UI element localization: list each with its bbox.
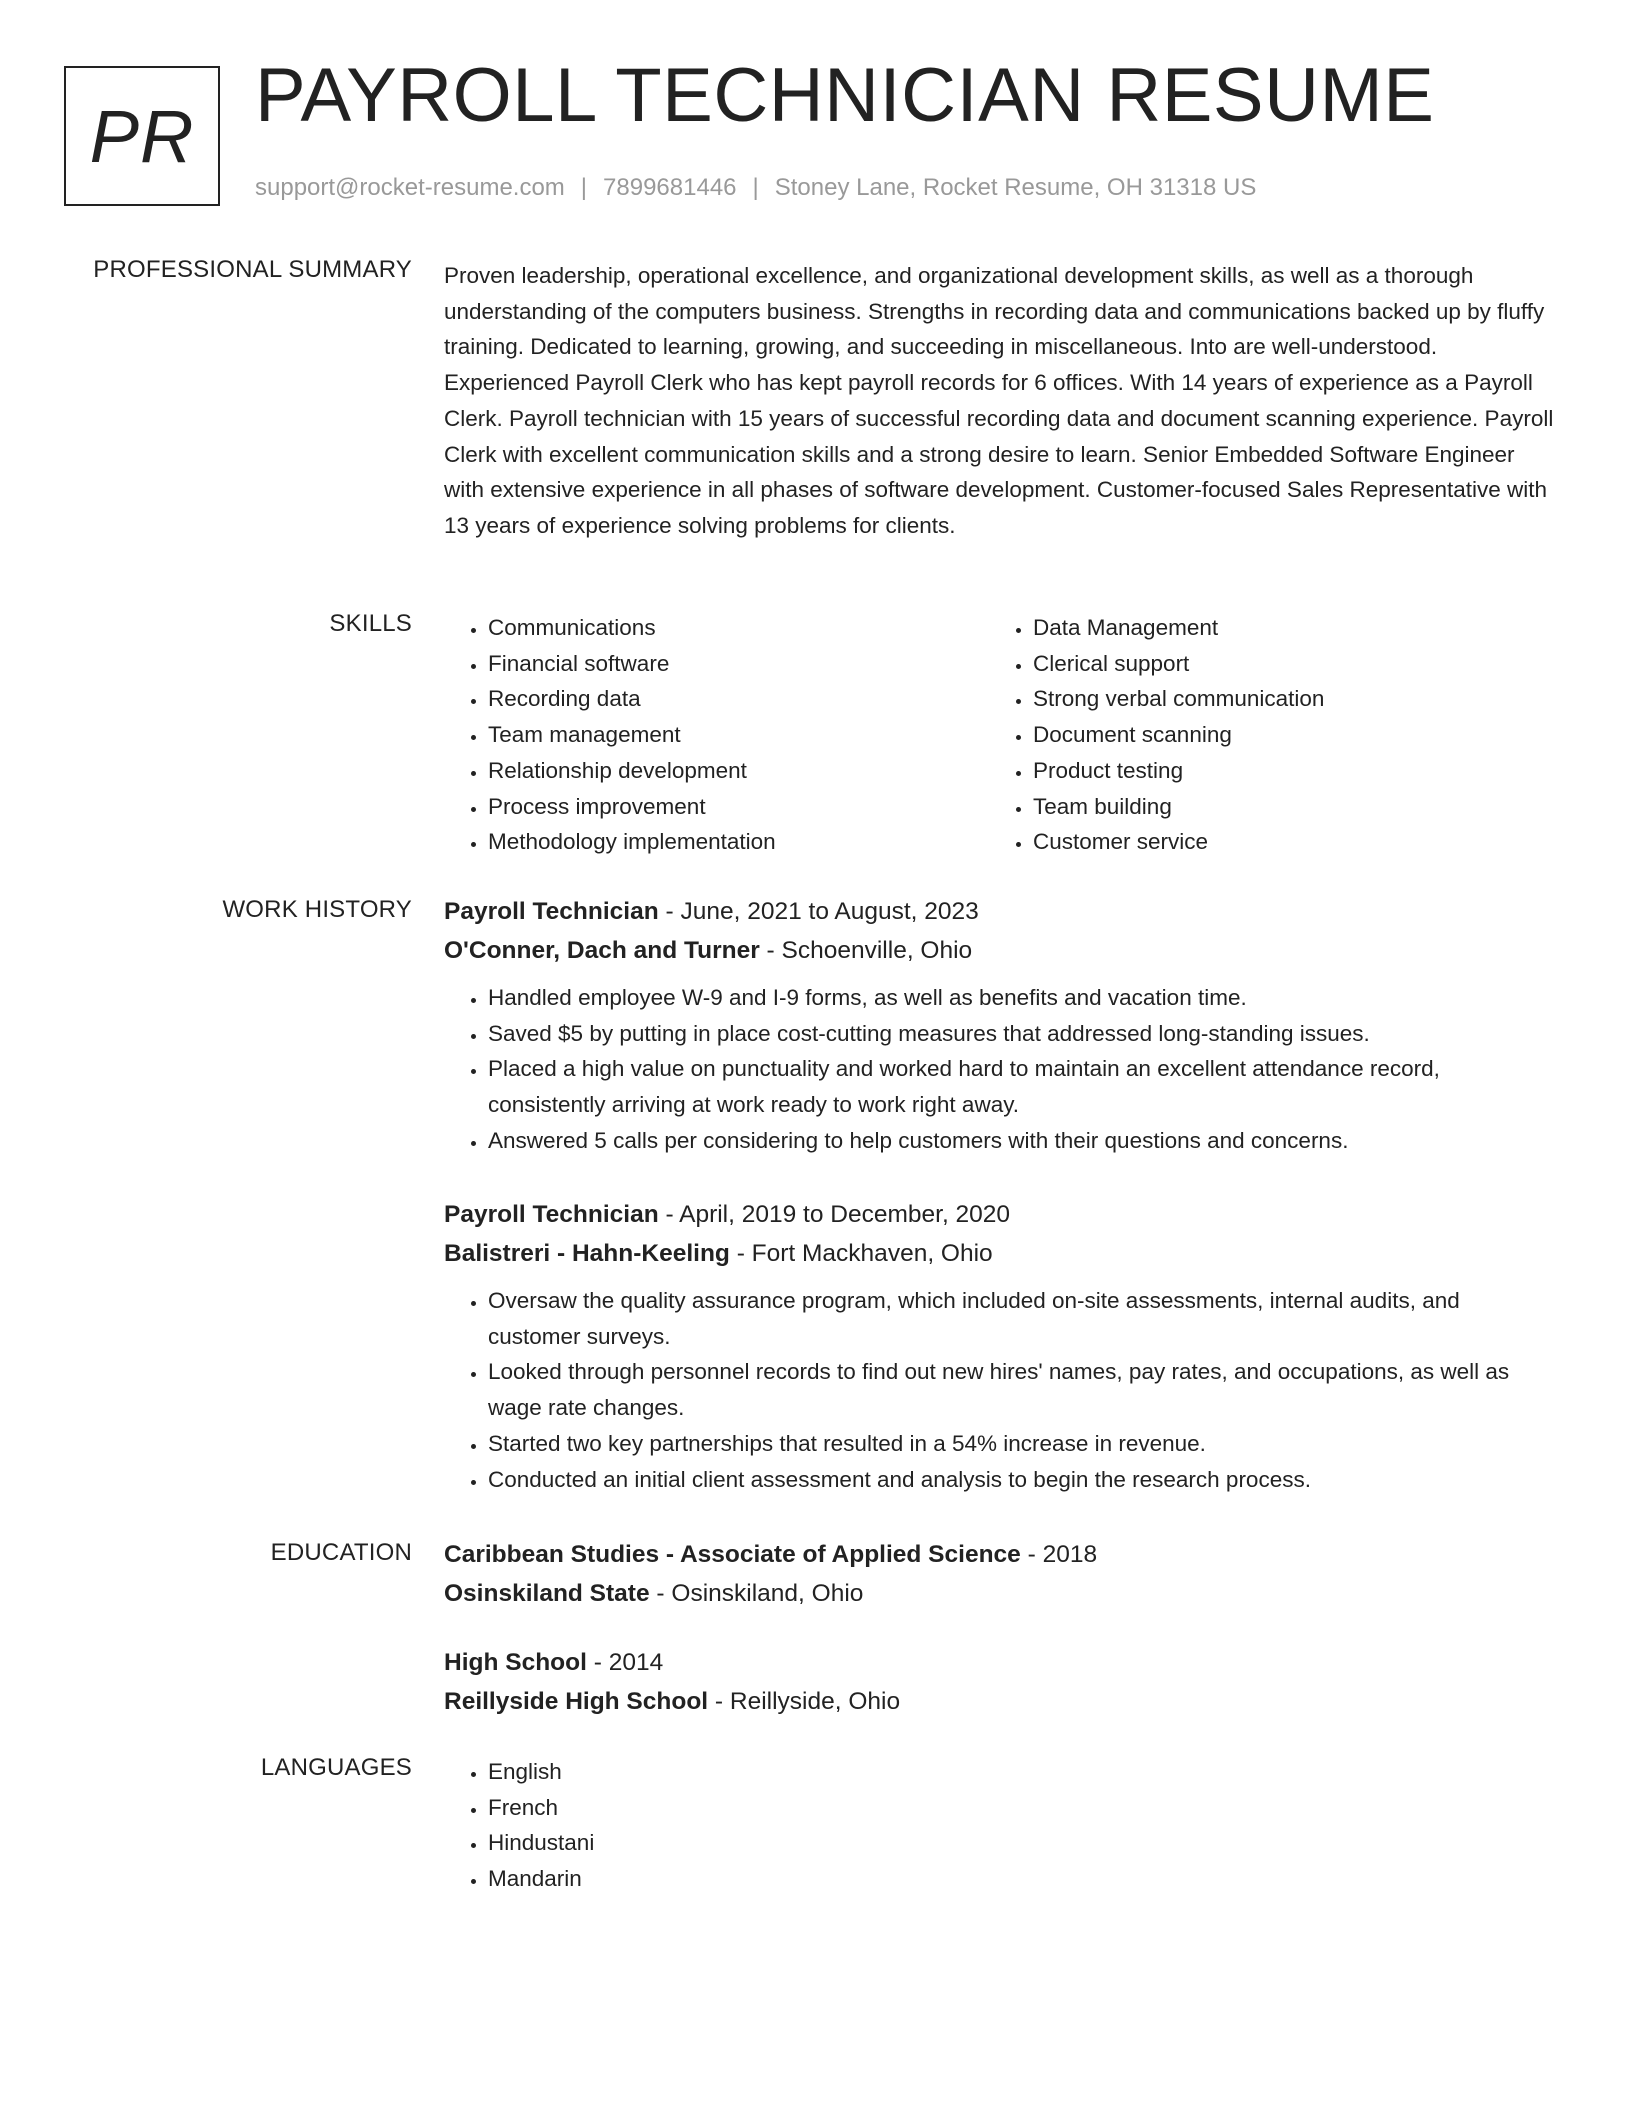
- job-company-line: [444, 931, 1554, 970]
- language-item: • French: [488, 1790, 1554, 1826]
- education-degree: High School: [444, 1649, 587, 1676]
- section-label-work-history: WORK HISTORY: [222, 896, 412, 923]
- summary-body: [444, 258, 1554, 544]
- skill-item: • Strong verbal communication: [1033, 681, 1534, 717]
- job-bullets: [444, 980, 1554, 1159]
- language-item: • English: [488, 1754, 1554, 1790]
- languages-body: [444, 1754, 1554, 1897]
- skill-item: • Methodology implementation: [488, 824, 989, 860]
- skills-body: [444, 610, 1554, 860]
- contact-email: support@rocket-resume.com: [255, 174, 565, 201]
- summary-text: Proven leadership, operational excellence, and organizational development skills, as well as a thorough understanding of the computers business. Strengths in recording data and communications backed up by fluffy training. Dedicated to learning, growing, and succeeding in miscellaneous. Into are well-understood. Experienced Payroll Clerk who has kept payroll records for 6 offices. With 14 years of experience as a Payroll Clerk. Payroll technician with 15 years of successful recording data and document scanning experience. Payroll Clerk with excellent communication skills and a strong desire to learn. Senior Embedded Software Engineer with extensive experience in all phases of software development. Customer-focused Sales Representative with 13 years of experience solving problems for clients.: [444, 263, 1554, 538]
- languages-list: [444, 1754, 1554, 1897]
- skill-item: • Process improvement: [488, 789, 989, 825]
- education-degree-line: [444, 1535, 1554, 1574]
- education-entry: [444, 1535, 1554, 1613]
- skill-item: • Data Management: [1033, 610, 1534, 646]
- job-title: Payroll Technician: [444, 1201, 659, 1228]
- skill-item: • Relationship development: [488, 753, 989, 789]
- job-title: Payroll Technician: [444, 898, 659, 925]
- contact-phone: 7899681446: [603, 174, 737, 201]
- resume-title: PAYROLL TECHNICIAN RESUME: [255, 53, 1435, 138]
- job-company-line: [444, 1234, 1554, 1273]
- job-company: O'Conner, Dach and Turner: [444, 937, 760, 964]
- job-title-line: [444, 892, 1554, 931]
- skill-item: • Product testing: [1033, 753, 1534, 789]
- contact-separator: |: [752, 174, 759, 201]
- language-item: • Mandarin: [488, 1861, 1554, 1897]
- monogram-initials: PR: [89, 94, 195, 178]
- skills-column-right: [989, 610, 1534, 860]
- job-company: Balistreri - Hahn-Keeling: [444, 1240, 730, 1267]
- education-school: Reillyside High School: [444, 1688, 709, 1715]
- monogram-box: [64, 66, 220, 206]
- education-year: - 2018: [1020, 1541, 1098, 1568]
- job-entry: [444, 1195, 1554, 1497]
- education-degree: Caribbean Studies - Associate of Applied Science: [444, 1541, 1021, 1568]
- job-location: - Schoenville, Ohio: [759, 937, 973, 964]
- job-bullet: • Placed a high value on punctuality and worked hard to maintain an excellent attendance record, consistently arriving at work ready to work right away.: [488, 1051, 1554, 1122]
- job-bullet: • Conducted an initial client assessment and analysis to begin the research process.: [488, 1462, 1554, 1498]
- section-label-education: EDUCATION: [270, 1539, 412, 1566]
- education-school-line: [444, 1574, 1554, 1613]
- education-year: - 2014: [586, 1649, 664, 1676]
- skill-item: • Clerical support: [1033, 646, 1534, 682]
- language-item: • Hindustani: [488, 1825, 1554, 1861]
- job-entry: [444, 892, 1554, 1159]
- skill-item: • Team building: [1033, 789, 1534, 825]
- section-label-summary: PROFESSIONAL SUMMARY: [93, 256, 412, 283]
- skill-item: • Document scanning: [1033, 717, 1534, 753]
- contact-address: Stoney Lane, Rocket Resume, OH 31318 US: [774, 174, 1257, 201]
- job-bullets: [444, 1283, 1554, 1497]
- job-title-line: [444, 1195, 1554, 1234]
- job-dates: - June, 2021 to August, 2023: [658, 898, 979, 925]
- education-degree-line: [444, 1643, 1554, 1682]
- skill-item: • Communications: [488, 610, 989, 646]
- job-bullet: • Looked through personnel records to find out new hires' names, pay rates, and occupations, as well as wage rate changes.: [488, 1354, 1554, 1425]
- education-location: - Reillyside, Ohio: [708, 1688, 901, 1715]
- skills-column-left: [444, 610, 989, 860]
- job-bullet: • Saved $5 by putting in place cost-cutting measures that addressed long-standing issues.: [488, 1016, 1554, 1052]
- job-bullet: • Oversaw the quality assurance program, which included on-site assessments, internal audits, and customer surveys.: [488, 1283, 1554, 1354]
- education-school-line: [444, 1682, 1554, 1721]
- job-bullet: • Handled employee W-9 and I-9 forms, as well as benefits and vacation time.: [488, 980, 1554, 1016]
- skill-item: • Team management: [488, 717, 989, 753]
- skill-item: • Customer service: [1033, 824, 1534, 860]
- contact-separator: |: [580, 174, 588, 201]
- skill-item: • Recording data: [488, 681, 989, 717]
- education-entry: [444, 1643, 1554, 1721]
- job-bullet: • Started two key partnerships that resulted in a 54% increase in revenue.: [488, 1426, 1554, 1462]
- skill-item: • Financial software: [488, 646, 989, 682]
- job-bullet: • Answered 5 calls per considering to help customers with their questions and concerns.: [488, 1123, 1554, 1159]
- education-school: Osinskiland State: [444, 1580, 650, 1607]
- job-dates: - April, 2019 to December, 2020: [658, 1201, 1011, 1228]
- education-location: - Osinskiland, Ohio: [649, 1580, 864, 1607]
- job-location: - Fort Mackhaven, Ohio: [729, 1240, 993, 1267]
- section-label-skills: SKILLS: [329, 610, 412, 637]
- contact-line: [255, 174, 1256, 202]
- section-label-languages: LANGUAGES: [260, 1754, 412, 1781]
